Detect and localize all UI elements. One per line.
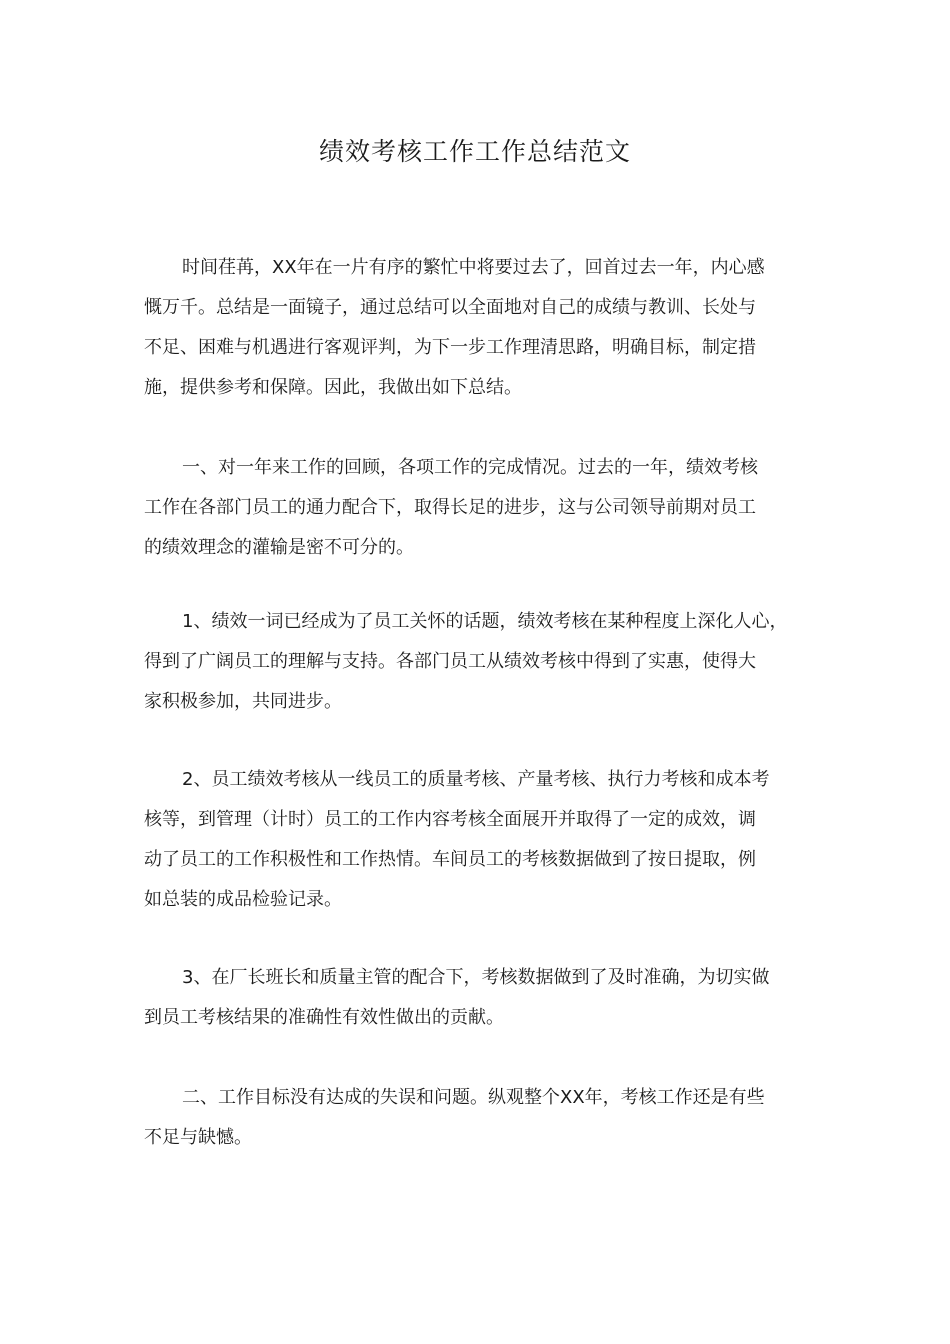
paragraph-line: 不足与缺憾。 [144, 1127, 252, 1148]
paragraph-item-3 [144, 958, 812, 1038]
paragraph-item-1 [144, 602, 812, 722]
document-title: 绩效考核工作工作总结范文 [318, 137, 631, 166]
paragraph-line: 3、在厂长班长和质量主管的配合下，考核数据做到了及时准确，为切实做 [182, 967, 770, 988]
paragraph-intro [144, 248, 812, 408]
paragraph-line: 慨万千。总结是一面镜子，通过总结可以全面地对自己的成绩与教训、长处与 [144, 297, 756, 318]
paragraph-line: 2、员工绩效考核从一线员工的质量考核、产量考核、执行力考核和成本考 [182, 769, 770, 790]
paragraph-section-two [144, 1078, 812, 1158]
paragraph-line: 施，提供参考和保障。因此，我做出如下总结。 [144, 377, 522, 398]
paragraph-line: 如总装的成品检验记录。 [144, 889, 342, 910]
paragraph-item-2 [144, 760, 812, 920]
paragraph-line: 工作在各部门员工的通力配合下，取得长足的进步，这与公司领导前期对员工 [144, 497, 756, 518]
paragraph-line: 家积极参加，共同进步。 [144, 691, 342, 712]
paragraph-line: 得到了广阔员工的理解与支持。各部门员工从绩效考核中得到了实惠，使得大 [144, 651, 756, 672]
paragraph-line: 到员工考核结果的准确性有效性做出的贡献。 [144, 1007, 504, 1028]
paragraph-line: 动了员工的工作积极性和工作热情。车间员工的考核数据做到了按日提取，例 [144, 849, 756, 870]
paragraph-line: 核等，到管理（计时）员工的工作内容考核全面展开并取得了一定的成效，调 [144, 809, 756, 830]
paragraph-line: 二、工作目标没有达成的失误和问题。纵观整个XX年，考核工作还是有些 [182, 1087, 765, 1108]
paragraph-line: 1、绩效一词已经成为了员工关怀的话题，绩效考核在某种程度上深化人心， [182, 611, 788, 632]
paragraph-line: 时间荏苒，XX年在一片有序的繁忙中将要过去了，回首过去一年，内心感 [182, 257, 765, 278]
paragraph-section-one [144, 448, 812, 568]
paragraph-line: 的绩效理念的灌输是密不可分的。 [144, 537, 414, 558]
paragraph-line: 不足、困难与机遇进行客观评判，为下一步工作理清思路，明确目标，制定措 [144, 337, 756, 358]
paragraph-line: 一、对一年来工作的回顾，各项工作的完成情况。过去的一年，绩效考核 [182, 457, 758, 478]
